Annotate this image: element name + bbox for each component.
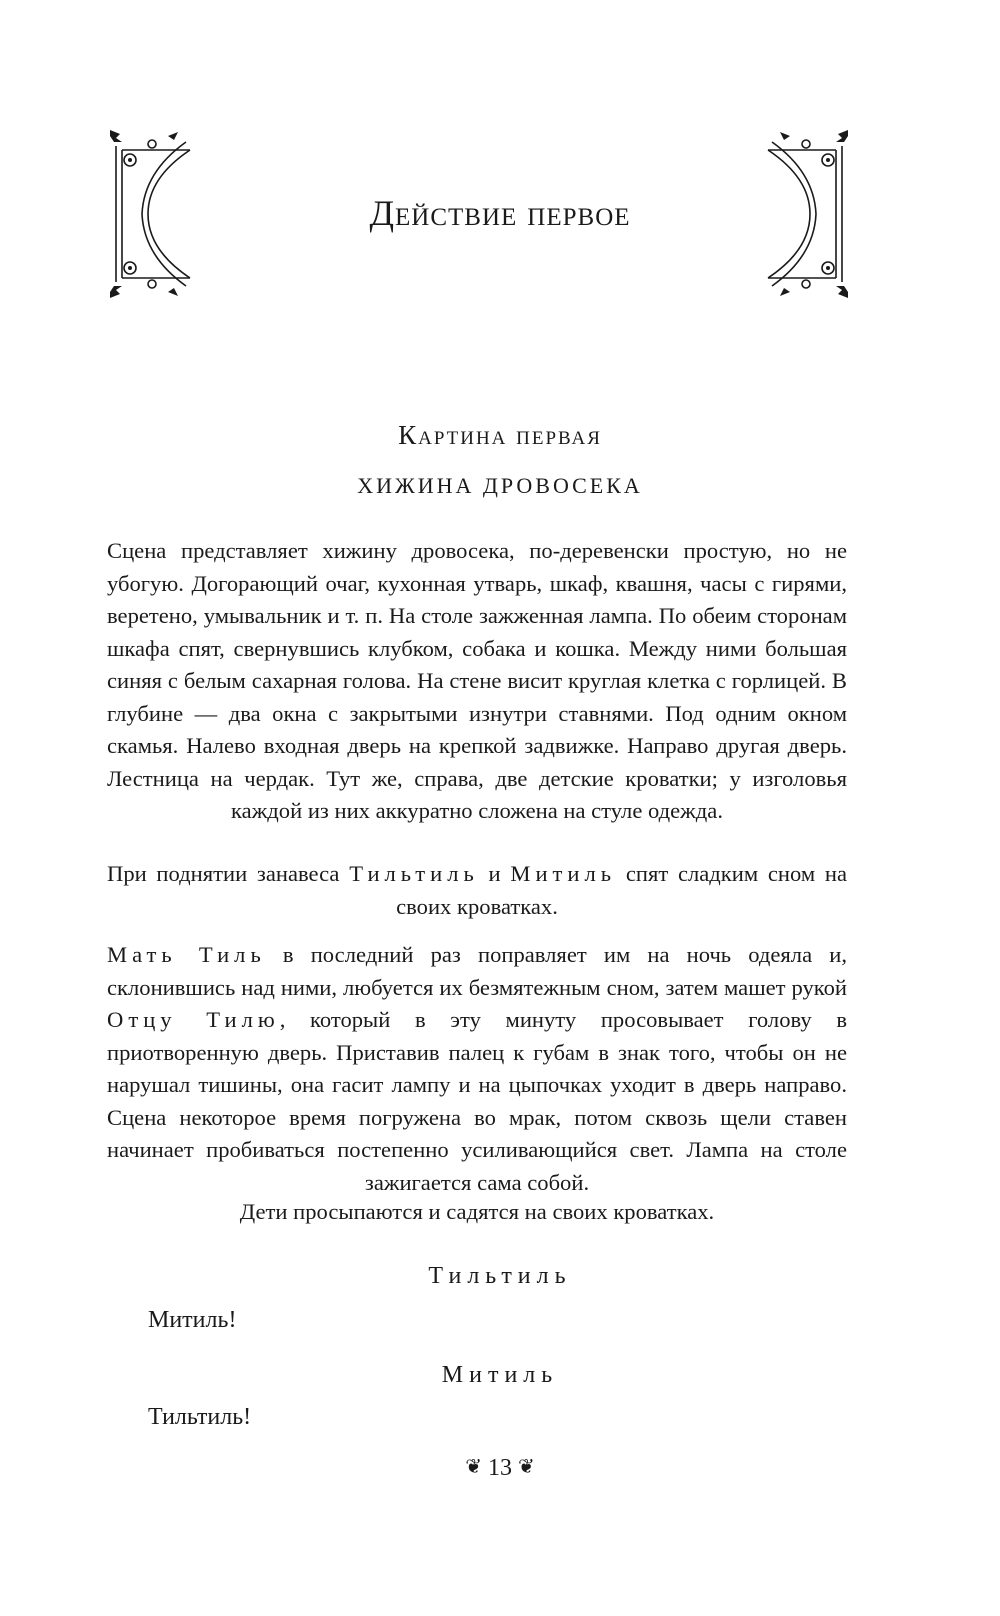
- character-name-tyltyl: Тильтиль: [349, 861, 479, 886]
- speaker-tyltyl: Тильтиль: [428, 1263, 572, 1289]
- right-fleuron-icon: ❦: [518, 1456, 535, 1478]
- curtain-after: спят сладким сном на своих кроватках.: [396, 861, 847, 919]
- scene-subtitle-text: ХИЖИНА ДРОВОСЕКА: [357, 473, 643, 498]
- dialogue-line: Тильтиль!: [148, 1404, 252, 1430]
- character-name-mother: Мать Тиль: [107, 942, 266, 967]
- character-name-father: Отцу Тилю: [107, 1007, 280, 1032]
- page-number: 13: [488, 1455, 512, 1481]
- children-wake-direction: Дети просыпаются и садятся на своих кроватках.: [239, 1199, 715, 1224]
- scene-title: Картина первая: [398, 420, 602, 450]
- left-fleuron-icon: ❦: [465, 1456, 482, 1478]
- curtain-direction: [107, 858, 847, 923]
- page-folio: [0, 1454, 1000, 1482]
- curtain-before: При поднятии занавеса: [107, 861, 340, 886]
- scene-subtitle: [0, 473, 1000, 500]
- curtain-and: и: [488, 861, 501, 886]
- mother-text-2: , который в эту минуту просовывает голову в приотворенную дверь. Приставив палец к губам в знак того, чтобы он не нарушал тишины, она гасит лампу и на цыпочках уходит в дверь направо. Сцена некоторое время погружена во мрак, потом сквозь щели ставен начинает пробиваться постепенно усиливающийся свет. Лампа на столе зажигается сама собой.: [107, 1007, 848, 1195]
- mother-direction: [107, 939, 847, 1199]
- act-title: Действие первое: [369, 193, 631, 233]
- dialogue-line: Митиль!: [148, 1307, 237, 1333]
- stage-description: Сцена представляет хижину дровосека, по-деревенски простую, но не убогую. Догорающий очаг, кухонная утварь, шкаф, квашня, часы с гирями, веретено, умывальник и т. п. На столе зажженная лампа. По обеим сторонам шкафа спят, свернувшись клубком, собака и кошка. Между ними большая синяя с белым сахарная голова. На стене висит круглая клетка с горлицей. В глубине — два окна с закрытыми изнутри ставнями. Под одним окном скамья. Налево входная дверь на крепкой задвижке. Направо другая дверь. Лестница на чердак. Тут же, справа, две детские кроватки; у изголовья каждой из них аккуратно сложена на стуле одежда.: [107, 538, 847, 823]
- character-name-mytyl: Митиль: [510, 861, 617, 886]
- mother-text-1: в последний раз поправляет им на ночь одеяла и, склонившись над ними, любуется их безмятежным сном, затем машет рукой: [107, 942, 847, 1000]
- speaker-mytyl: Митиль: [441, 1362, 559, 1388]
